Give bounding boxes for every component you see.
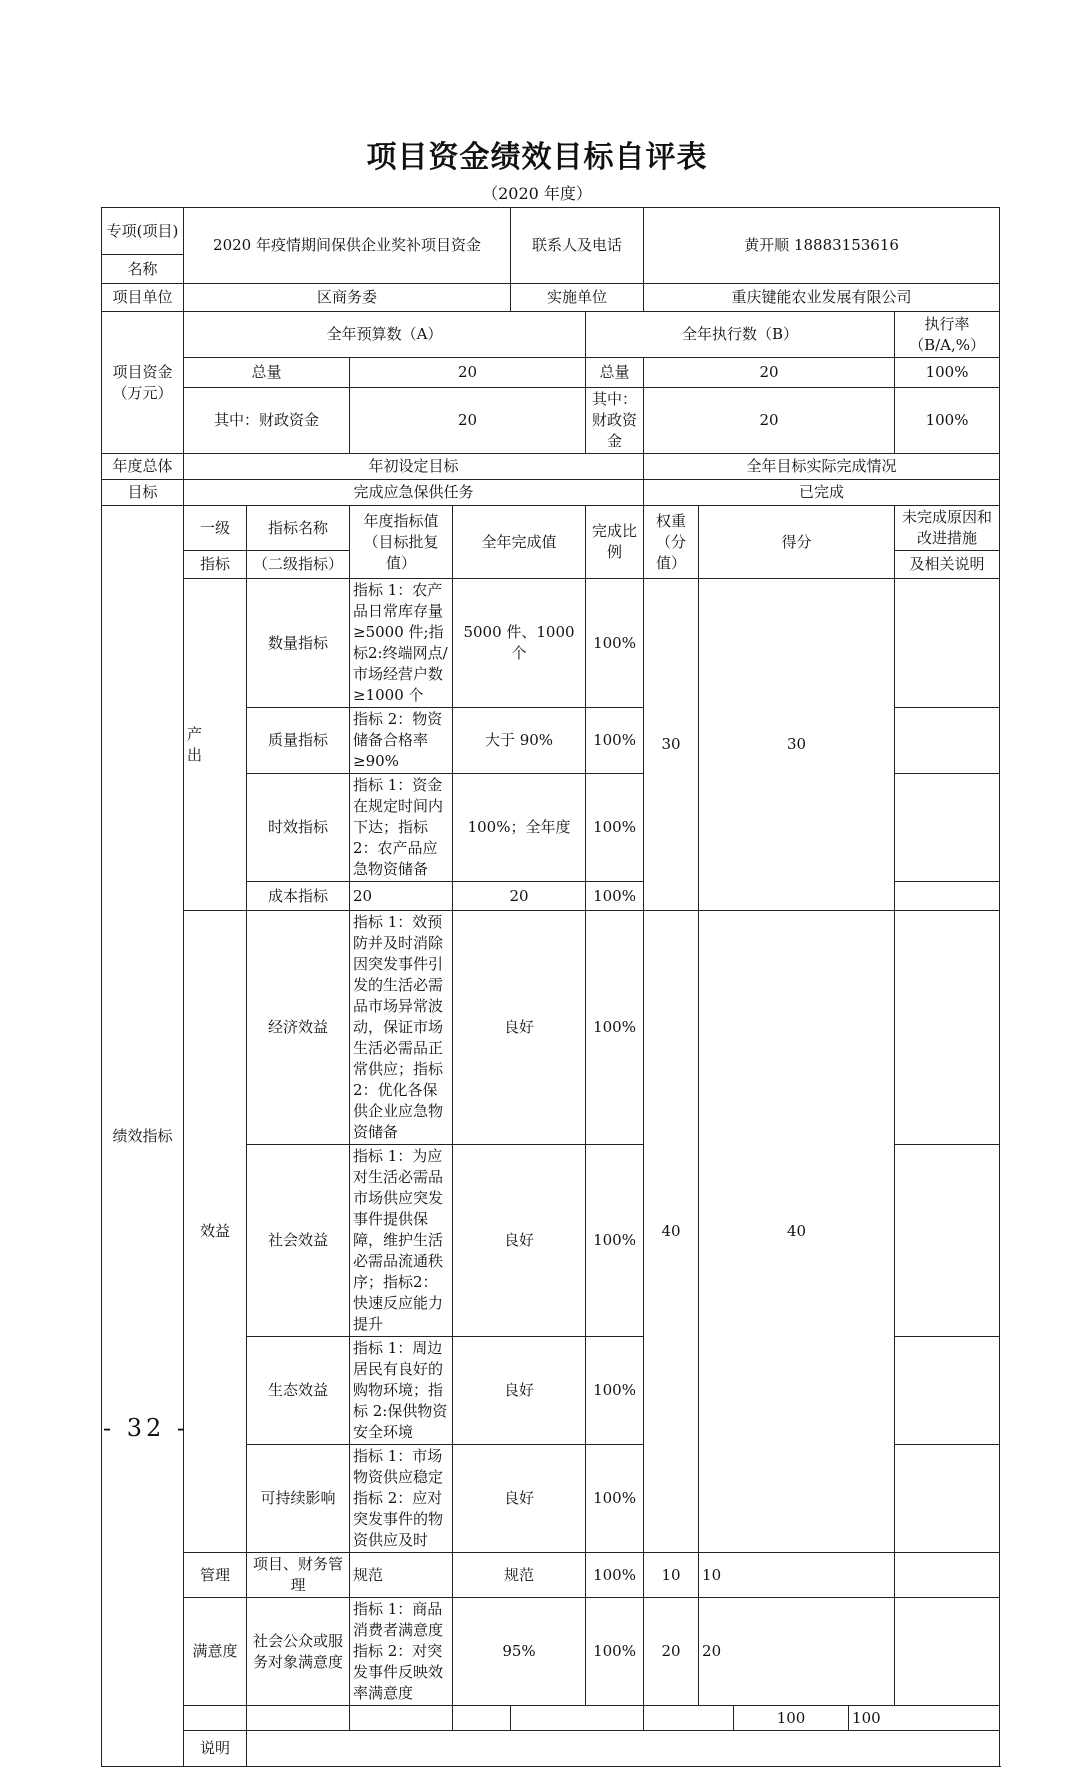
budget-fiscal-label: 其中：财政资金 xyxy=(184,388,350,454)
document-title: 项目资金绩效目标自评表 xyxy=(366,140,708,175)
annual-goal-label-b: 目标 xyxy=(102,480,184,506)
table-row xyxy=(102,579,1000,708)
indicator-name: 时效指标 xyxy=(247,774,350,882)
perf-indicators-label: 绩效指标 xyxy=(102,506,184,1767)
indicator-ratio: 100% xyxy=(586,1553,644,1598)
empty-cell xyxy=(453,1706,511,1731)
indicator-reason xyxy=(895,579,1000,708)
indicator-name: 项目、财务管理 xyxy=(247,1553,350,1598)
indicator-reason xyxy=(895,774,1000,882)
sat-score: 20 xyxy=(699,1598,895,1706)
satisfaction-label: 满意度 xyxy=(184,1598,247,1706)
budget-total-value: 20 xyxy=(350,358,586,388)
indicator-ratio: 100% xyxy=(586,1445,644,1553)
project-name-label-b: 名称 xyxy=(102,255,184,284)
benefit-label: 效益 xyxy=(184,911,247,1553)
actual-completion-label: 全年目标实际完成情况 xyxy=(644,454,1000,480)
indicator-reason xyxy=(895,1598,1000,1706)
mgmt-weight: 10 xyxy=(644,1553,699,1598)
indicator-actual: 规范 xyxy=(453,1553,586,1598)
output-weight: 30 xyxy=(644,579,699,911)
indicator-actual: 良好 xyxy=(453,911,586,1145)
note-label: 说明 xyxy=(184,1731,247,1767)
rate-fiscal-value: 100% xyxy=(895,388,1000,454)
indicator-ratio: 100% xyxy=(586,1337,644,1445)
indicator-reason xyxy=(895,1145,1000,1337)
indicator-actual: 5000 件、1000 个 xyxy=(453,579,586,708)
score-label: 得分 xyxy=(699,506,895,579)
indicator-target: 规范 xyxy=(350,1553,453,1598)
total-weight: 100 xyxy=(734,1706,849,1731)
indicator-target: 指标 1：周边居民有良好的购物环境；指标 2:保供物资安全环境 xyxy=(350,1337,453,1445)
initial-goal-label: 年初设定目标 xyxy=(184,454,644,480)
project-name-label-a: 专项(项目) xyxy=(102,208,184,255)
indicator-actual: 95% xyxy=(453,1598,586,1706)
unit-value: 区商务委 xyxy=(184,284,511,312)
exec-total-value: 20 xyxy=(644,358,895,388)
indicator-name: 数量指标 xyxy=(247,579,350,708)
indicator-reason xyxy=(895,911,1000,1145)
indicator-name: 成本指标 xyxy=(247,882,350,911)
indicator-actual: 良好 xyxy=(453,1337,586,1445)
impl-unit-label: 实施单位 xyxy=(511,284,644,312)
executed-label: 全年执行数（B） xyxy=(586,312,895,358)
document-subtitle: （2020 年度） xyxy=(482,184,592,203)
indicator-actual: 良好 xyxy=(453,1145,586,1337)
indicator-name-label-a: 指标名称 xyxy=(247,506,350,551)
indicator-target: 指标 1：效预防并及时消除因突发事件引发的生活必需品市场异常波动，保证市场生活必需品正常供应；指标2：优化各保供企业应急物资储备 xyxy=(350,911,453,1145)
indicator-name: 可持续影响 xyxy=(247,1445,350,1553)
indicator-name: 社会公众或服务对象满意度 xyxy=(247,1598,350,1706)
contact-label: 联系人及电话 xyxy=(511,208,644,284)
indicator-target: 指标 2：物资储备合格率≥90% xyxy=(350,708,453,774)
totals-row xyxy=(102,1706,1000,1731)
level1-label-a: 一级 xyxy=(184,506,247,551)
indicator-actual: 大于 90% xyxy=(453,708,586,774)
rate-total-value: 100% xyxy=(895,358,1000,388)
indicator-actual: 100%；全年度 xyxy=(453,774,586,882)
budget-fiscal-value: 20 xyxy=(350,388,586,454)
indicator-reason xyxy=(895,708,1000,774)
indicator-ratio: 100% xyxy=(586,708,644,774)
note-value xyxy=(247,1731,1000,1767)
evaluation-table xyxy=(101,207,1000,1767)
actual-completion-value: 已完成 xyxy=(644,480,1000,506)
mgmt-score: 10 xyxy=(699,1553,895,1598)
project-name-value: 2020 年疫情期间保供企业奖补项目资金 xyxy=(184,208,511,284)
indicator-ratio: 100% xyxy=(586,774,644,882)
empty-cell xyxy=(247,1706,350,1731)
benefit-score: 40 xyxy=(699,911,895,1553)
impl-unit-value: 重庆键能农业发展有限公司 xyxy=(644,284,1000,312)
indicator-reason xyxy=(895,1445,1000,1553)
exec-rate-label: 执行率（B/A,%） xyxy=(895,312,1000,358)
weight-label: 权重（分值） xyxy=(644,506,699,579)
indicator-target: 指标 1：市场物资供应稳定指标 2：应对突发事件的物资供应及时 xyxy=(350,1445,453,1553)
budget-total-label: 总量 xyxy=(184,358,350,388)
empty-cell xyxy=(511,1706,644,1731)
empty-cell xyxy=(350,1706,453,1731)
output-label: 产 出 xyxy=(184,579,247,911)
indicator-target: 指标 1：商品消费者满意度指标 2：对突发事件反映效率满意度 xyxy=(350,1598,453,1706)
indicator-target: 20 xyxy=(350,882,453,911)
annual-value-label: 年度指标值（目标批复值） xyxy=(350,506,453,579)
reason-label-a: 未完成原因和改进措施 xyxy=(895,506,1000,551)
indicator-ratio: 100% xyxy=(586,1145,644,1337)
exec-fiscal-value: 20 xyxy=(644,388,895,454)
reason-label-b: 及相关说明 xyxy=(895,551,1000,579)
total-score: 100 xyxy=(849,1706,1000,1731)
benefit-weight: 40 xyxy=(644,911,699,1553)
indicator-name: 生态效益 xyxy=(247,1337,350,1445)
indicator-target: 指标 1：资金在规定时间内下达；指标 2：农产品应急物资储备 xyxy=(350,774,453,882)
indicator-reason xyxy=(895,1553,1000,1598)
full-value-label: 全年完成值 xyxy=(453,506,586,579)
budget-label: 全年预算数（A） xyxy=(184,312,586,358)
page-number: - 32 - xyxy=(103,1414,190,1442)
indicator-target: 指标 1：为应对生活必需品市场供应突发事件提供保障，维护生活必需品流通秩序；指标2：快速反应能力提升 xyxy=(350,1145,453,1337)
indicator-actual: 20 xyxy=(453,882,586,911)
table-row xyxy=(102,911,1000,1145)
ratio-label: 完成比例 xyxy=(586,506,644,579)
initial-goal-value: 完成应急保供任务 xyxy=(184,480,644,506)
indicator-ratio: 100% xyxy=(586,1598,644,1706)
indicator-name: 社会效益 xyxy=(247,1145,350,1337)
indicator-name: 经济效益 xyxy=(247,911,350,1145)
indicator-ratio: 100% xyxy=(586,882,644,911)
mgmt-label: 管理 xyxy=(184,1553,247,1598)
unit-label: 项目单位 xyxy=(102,284,184,312)
indicator-ratio: 100% xyxy=(586,579,644,708)
indicator-reason xyxy=(895,1337,1000,1445)
exec-fiscal-label: 其中：财政资金 xyxy=(586,388,644,454)
funds-label: 项目资金（万元） xyxy=(102,312,184,454)
indicator-target: 指标 1：农产品日常库存量≥5000 件;指标2:终端网点/市场经营户数≥1000 个 xyxy=(350,579,453,708)
indicator-name: 质量指标 xyxy=(247,708,350,774)
indicator-actual: 良好 xyxy=(453,1445,586,1553)
indicator-reason xyxy=(895,882,1000,911)
level1-label-b: 指标 xyxy=(184,551,247,579)
empty-cell xyxy=(644,1706,734,1731)
table-row xyxy=(102,1553,1000,1598)
contact-value: 黄开顺 18883153616 xyxy=(644,208,1000,284)
empty-cell xyxy=(184,1706,247,1731)
indicator-name-label-b: （二级指标） xyxy=(247,551,350,579)
output-score: 30 xyxy=(699,579,895,911)
exec-total-label: 总量 xyxy=(586,358,644,388)
sat-weight: 20 xyxy=(644,1598,699,1706)
indicator-ratio: 100% xyxy=(586,911,644,1145)
table-row xyxy=(102,1598,1000,1706)
annual-goal-label-a: 年度总体 xyxy=(102,454,184,480)
